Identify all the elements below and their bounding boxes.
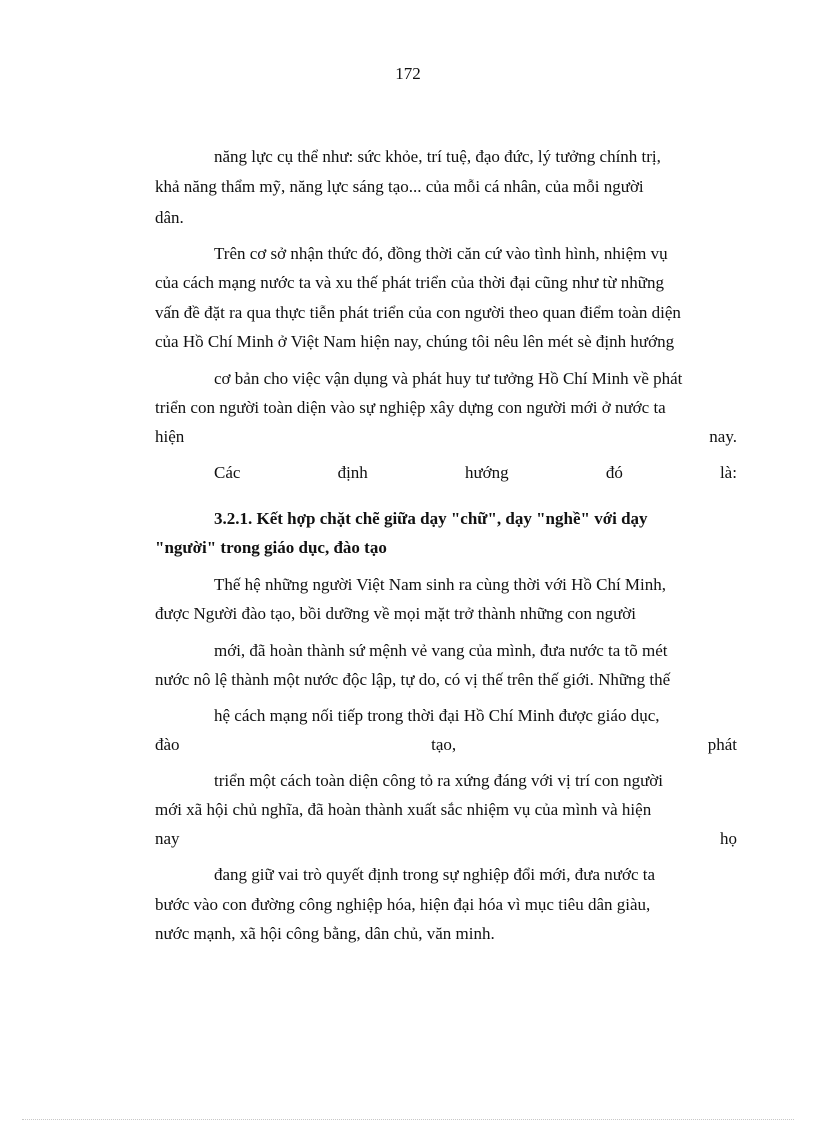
text-line: được Người đào tạo, bồi dưỡng về mọi mặt trở thành những con người (155, 604, 637, 623)
word: Các (214, 463, 241, 482)
text-line-justified (214, 462, 737, 484)
text-line: mới, đã hoàn thành sứ mệnh vẻ vang của mình, đưa nước ta tõ mét (214, 641, 668, 660)
text-line: vấn đề đặt ra qua thực tiễn phát triển của con người theo quan điểm toàn diện (155, 303, 681, 322)
word: định (337, 463, 368, 482)
text-line: nước mạnh, xã hội công bằng, dân chủ, văn minh. (155, 924, 495, 943)
text-line: nước nô lệ thành một nước độc lập, tự do, có vị thế trên thế giới. Những thế (155, 670, 671, 689)
word: hiện (155, 427, 185, 446)
text-line: của cách mạng nước ta và xu thế phát triển của thời đại cũng như từ những (155, 273, 664, 292)
word: nay. (709, 427, 737, 446)
word: là: (719, 463, 737, 482)
word: hướng (464, 463, 509, 482)
word: tạo, (431, 735, 457, 754)
text-line: năng lực cụ thể như: sức khỏe, trí tuệ, đạo đức, lý tưởng chính trị, (214, 147, 661, 166)
word: đào (155, 735, 180, 754)
word: nay (155, 829, 180, 848)
text-line: hệ cách mạng nối tiếp trong thời đại Hồ Chí Minh được giáo dục, (214, 706, 660, 725)
section-heading: 3.2.1. Kết hợp chặt chẽ giữa dạy "chữ", dạy "nghề" với dạy (214, 509, 648, 528)
text-line: mới xã hội chủ nghĩa, đã hoàn thành xuất sắc nhiệm vụ của mình và hiện (155, 800, 652, 819)
text-line: đang giữ vai trò quyết định trong sự nghiệp đổi mới, đưa nước ta (214, 865, 656, 884)
word: họ (720, 829, 737, 848)
text-line: bước vào con đường công nghiệp hóa, hiện đại hóa vì mục tiêu dân giàu, (155, 895, 651, 914)
section-heading: "người" trong giáo dục, đào tạo (155, 538, 387, 557)
text-line: cơ bản cho việc vận dụng và phát huy tư tưởng Hồ Chí Minh về phát (214, 369, 683, 388)
text-line-justified (155, 828, 737, 850)
word: phát (707, 735, 737, 754)
text-line: Trên cơ sở nhận thức đó, đồng thời căn cứ vào tình hình, nhiệm vụ (214, 244, 668, 263)
text-line-justified (155, 734, 737, 756)
text-line: Thế hệ những người Việt Nam sinh ra cùng thời với Hồ Chí Minh, (214, 575, 667, 594)
text-line: khả năng thẩm mỹ, năng lực sáng tạo... của mỗi cá nhân, của mỗi người (155, 177, 644, 196)
page-number: 172 (395, 64, 421, 83)
text-line: dân. (155, 208, 184, 227)
text-line: triển con người toàn diện vào sự nghiệp xây dựng con người mới ở nước ta (155, 398, 666, 417)
text-line-justified (155, 426, 737, 448)
text-line: triển một cách toàn diện công tỏ ra xứng đáng với vị trí con người (214, 771, 664, 790)
page-bottom-divider (22, 1119, 794, 1120)
word: đó (605, 463, 623, 482)
text-line: của Hồ Chí Minh ở Việt Nam hiện nay, chúng tôi nêu lên mét sè định hướng (155, 332, 675, 351)
